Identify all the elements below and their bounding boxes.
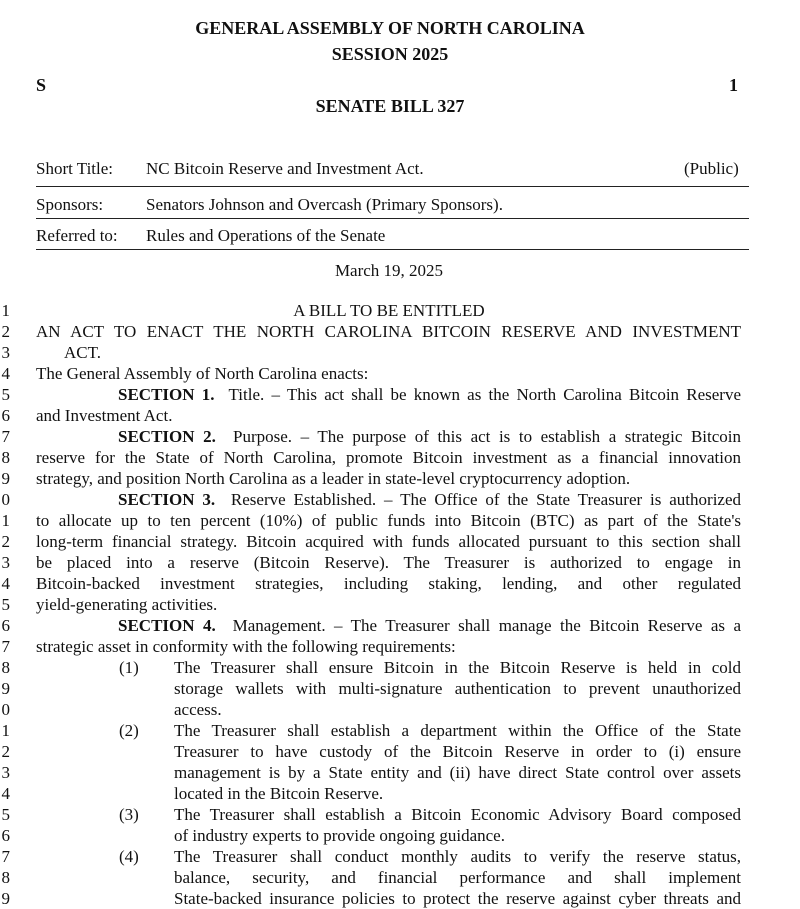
section-4-text: Management. – The Treasurer shall manage the Bitcoin Reserve as a [232, 616, 741, 635]
section-1-text: Title. – This act shall be known as the North Carolina Bitcoin Reserve [228, 385, 741, 404]
line-number: 8 [1, 658, 10, 677]
section-4-line [118, 616, 741, 636]
line-number: 1 [1, 511, 10, 530]
line-number: 8 [1, 448, 10, 467]
short-title-type: (Public) [684, 159, 739, 178]
list-item-line: The Treasurer shall ensure Bitcoin in the Bitcoin Reserve is held in cold [174, 658, 741, 677]
line-number: 6 [1, 826, 10, 845]
list-item-line: management is by a State entity and (ii) have direct State control over assets [174, 763, 741, 782]
line-number: 4 [1, 784, 10, 803]
session-heading: SESSION 2025 [331, 44, 449, 64]
line-number: 0 [1, 700, 10, 719]
section-3-line: yield-generating activities. [36, 595, 218, 614]
section-3-line: Bitcoin-backed investment strategies, including staking, lending, and other regulated [36, 574, 741, 593]
list-item-line: access. [174, 700, 222, 719]
list-item-number: (2) [119, 721, 139, 740]
sponsors-value: Senators Johnson and Overcash (Primary Sponsors). [146, 195, 503, 214]
referred-label: Referred to: [36, 226, 118, 245]
line-number: 6 [1, 406, 10, 425]
bill-entitled: A BILL TO BE ENTITLED [293, 301, 485, 320]
list-item-line: balance, security, and financial performance and shall implement [174, 868, 741, 887]
meta-divider [36, 186, 749, 187]
line-number: 3 [1, 343, 10, 362]
line-number: 5 [1, 805, 10, 824]
sponsors-label: Sponsors: [36, 195, 104, 214]
line-number: 3 [1, 553, 10, 572]
line-number: 2 [1, 742, 10, 761]
line-number: 5 [1, 595, 10, 614]
line-number: 1 [1, 301, 10, 320]
chamber-letter: S [36, 75, 47, 95]
section-1-line [118, 385, 741, 405]
meta-divider [36, 218, 749, 219]
bill-title: SENATE BILL 327 [315, 96, 465, 116]
line-number: 7 [1, 637, 10, 656]
line-number: 9 [1, 469, 10, 488]
enacting-clause: The General Assembly of North Carolina enacts: [36, 364, 369, 383]
section-1-line: and Investment Act. [36, 406, 173, 425]
section-2-text: Purpose. – The purpose of this act is to establish a strategic Bitcoin [232, 427, 742, 446]
section-3-line: to allocate up to ten percent (10%) of public funds into Bitcoin (BTC) as part of the State's [36, 511, 741, 530]
section-1-heading: SECTION 1. [118, 385, 215, 404]
line-number: 9 [1, 889, 10, 908]
list-item-line: The Treasurer shall establish a Bitcoin Economic Advisory Board composed [174, 805, 741, 824]
page-number: 1 [729, 75, 738, 95]
line-number: 4 [1, 574, 10, 593]
section-4-heading: SECTION 4. [118, 616, 216, 635]
section-3-heading: SECTION 3. [118, 490, 216, 509]
list-item-number: (4) [119, 847, 139, 866]
line-number: 7 [1, 427, 10, 446]
line-number: 9 [1, 679, 10, 698]
list-item-number: (1) [119, 658, 139, 677]
list-item-line: The Treasurer shall conduct monthly audits to verify the reserve status, [174, 847, 741, 866]
line-number: 4 [1, 364, 10, 383]
section-3-line [118, 490, 741, 510]
section-2-line: reserve for the State of North Carolina, promote Bitcoin investment as a financial innovation [36, 448, 741, 467]
line-number: 5 [1, 385, 10, 404]
line-number: 2 [1, 322, 10, 341]
section-3-line: be placed into a reserve (Bitcoin Reserve). The Treasurer is authorized to engage in [36, 553, 741, 572]
short-title-value: NC Bitcoin Reserve and Investment Act. [146, 159, 424, 178]
short-title-label: Short Title: [36, 159, 114, 178]
meta-divider [36, 249, 749, 250]
list-item-line: The Treasurer shall establish a department within the Office of the State [174, 721, 741, 740]
list-item-line: State-backed insurance policies to protect the reserve against cyber threats and [174, 889, 741, 908]
referred-value: Rules and Operations of the Senate [146, 226, 386, 245]
assembly-heading: GENERAL ASSEMBLY OF NORTH CAROLINA [195, 18, 585, 38]
section-4-line: strategic asset in conformity with the following requirements: [36, 637, 456, 656]
bill-date: March 19, 2025 [334, 261, 444, 280]
section-2-line: strategy, and position North Carolina as a leader in state-level cryptocurrency adoption. [36, 469, 631, 488]
section-2-heading: SECTION 2. [118, 427, 216, 446]
section-2-line [118, 427, 741, 447]
act-title-line: ACT. [64, 343, 101, 362]
line-number: 7 [1, 847, 10, 866]
line-number: 1 [1, 721, 10, 740]
list-item-line: storage wallets with multi-signature authentication to prevent unauthorized [174, 679, 741, 698]
act-title-line: AN ACT TO ENACT THE NORTH CAROLINA BITCOIN RESERVE AND INVESTMENT [36, 322, 741, 341]
section-3-line: long-term financial strategy. Bitcoin acquired with funds allocated pursuant to this section shall [36, 532, 741, 551]
section-3-text: Reserve Established. – The Office of the State Treasurer is authorized [230, 490, 742, 509]
line-number: 2 [1, 532, 10, 551]
list-item-number: (3) [119, 805, 139, 824]
line-number: 3 [1, 763, 10, 782]
list-item-line: of industry experts to provide ongoing guidance. [174, 826, 505, 845]
list-item-line: Treasurer to have custody of the Bitcoin Reserve in order to (i) ensure [174, 742, 741, 761]
line-number: 6 [1, 616, 10, 635]
line-number: 0 [1, 490, 10, 509]
list-item-line: located in the Bitcoin Reserve. [174, 784, 384, 803]
line-number: 8 [1, 868, 10, 887]
